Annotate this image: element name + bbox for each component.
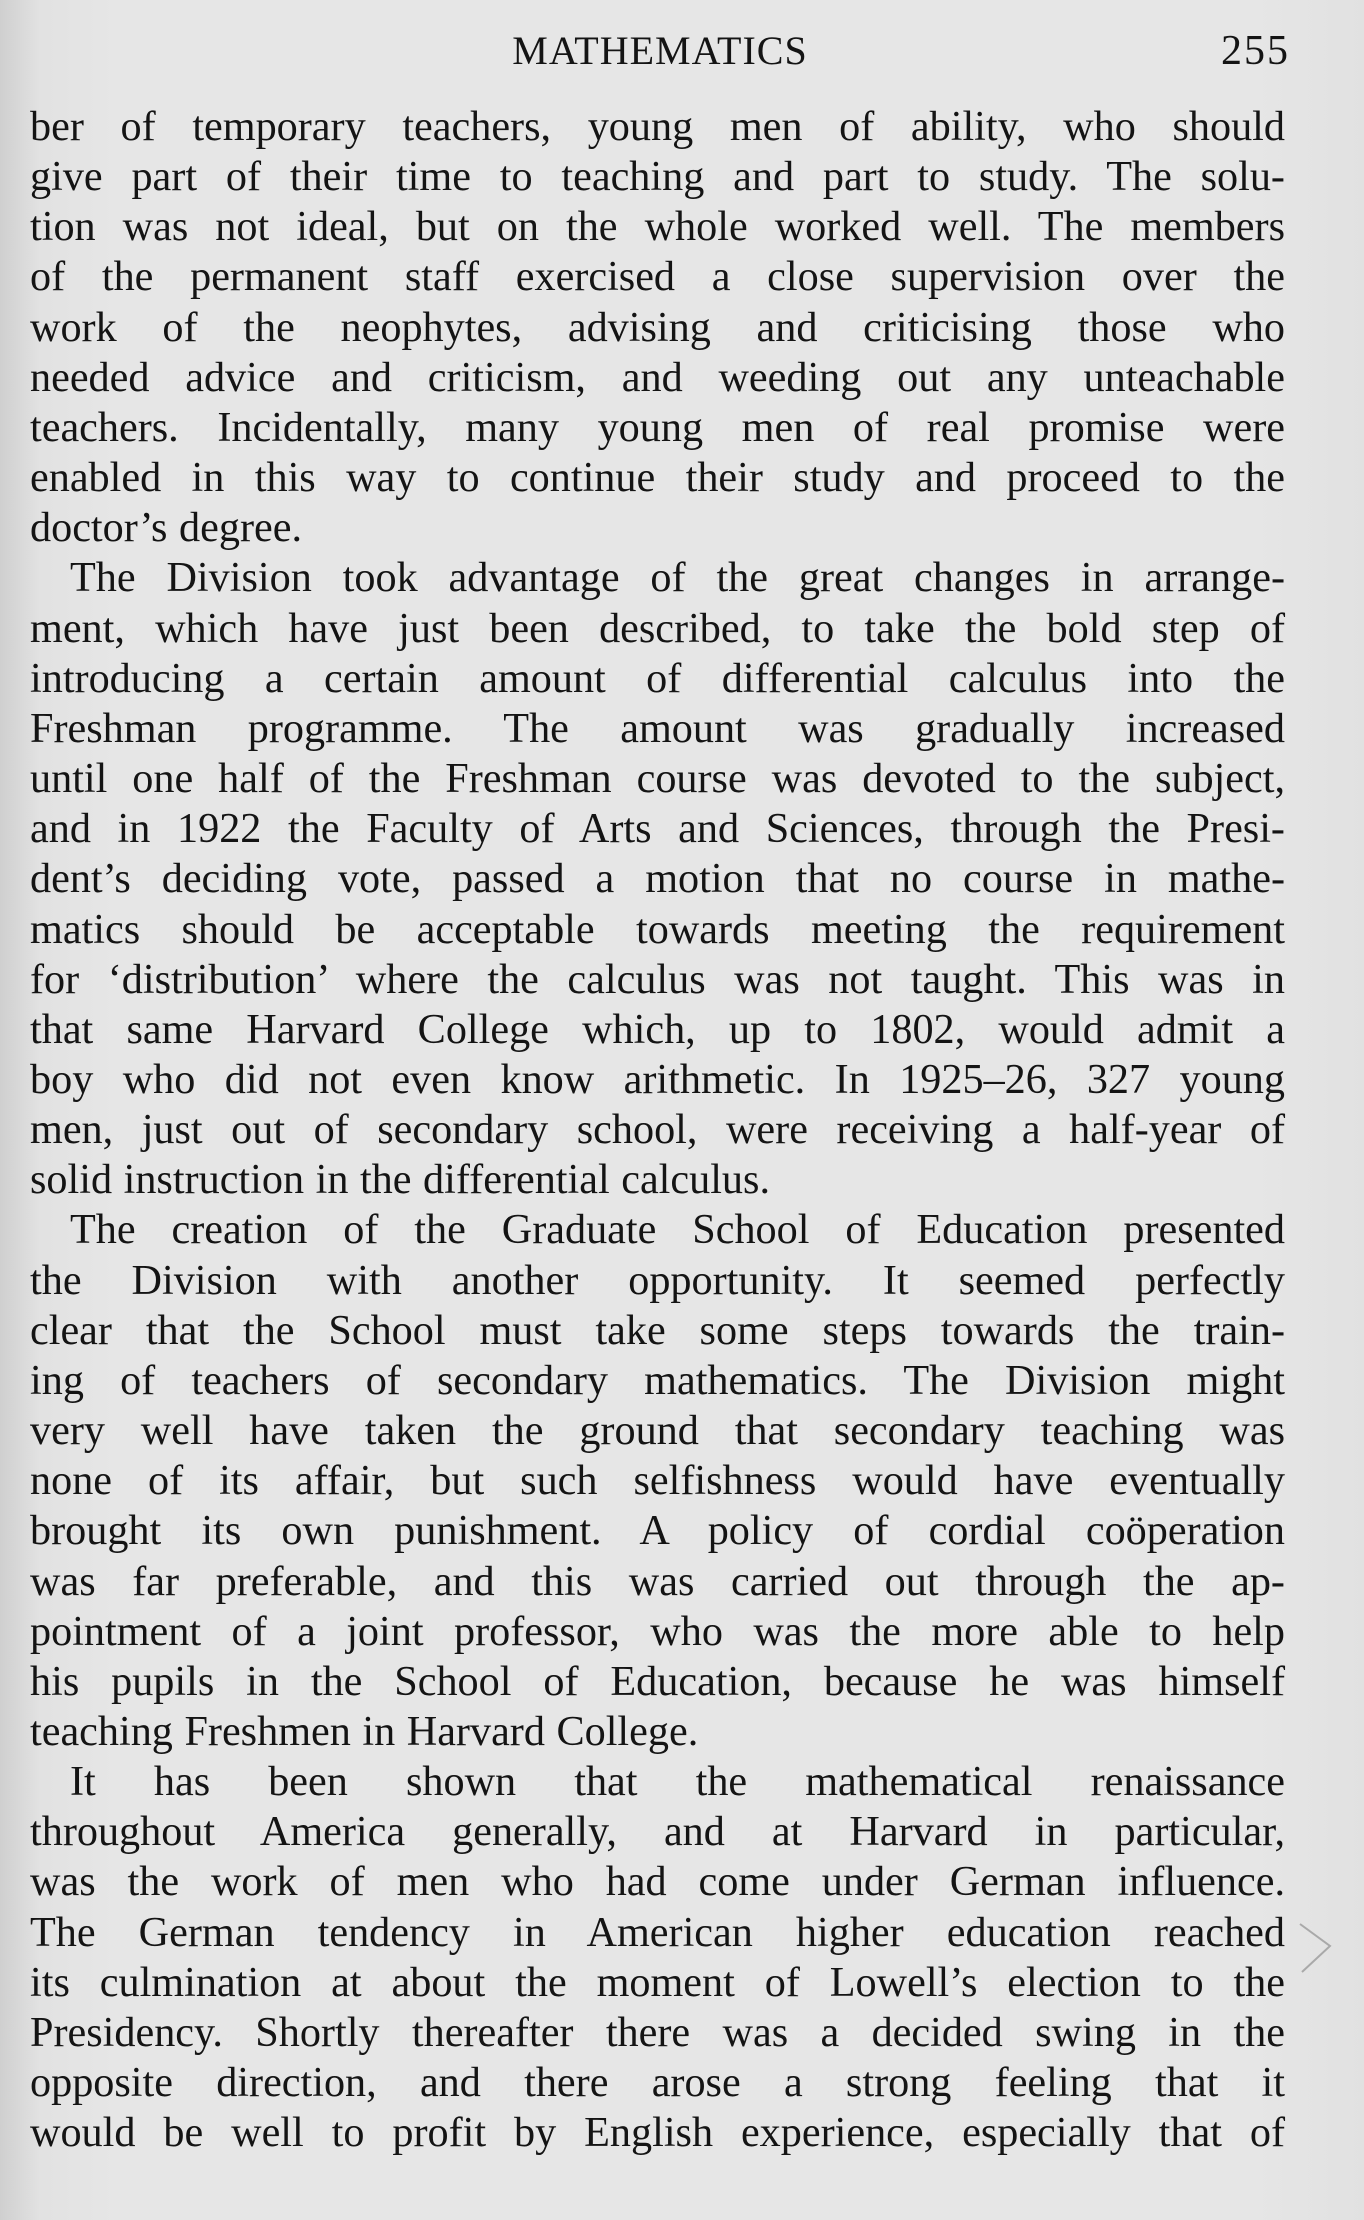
text-line: give part of their time to teaching and part to study. The solu- [30,153,1285,201]
text-line: enabled in this way to continue their study and proceed to the [30,454,1285,502]
text-line: none of its affair, but such selfishness would have eventually [30,1457,1285,1505]
text-line: dent’s deciding vote, passed a motion that no course in mathe- [30,855,1285,903]
text-line: ing of teachers of secondary mathematics. The Division might [30,1356,1285,1404]
text-line: boy who did not even know arithmetic. In 1925–26, 327 young [30,1055,1285,1103]
page-header [30,26,1290,76]
text-line: brought its own punishment. A policy of cordial coöperation [30,1507,1285,1555]
text-line: The German tendency in American higher education reached [30,1908,1285,1956]
text-line: Presidency. Shortly thereafter there was a decided swing in the [30,2008,1285,2056]
text-line: that same Harvard College which, up to 1802, would admit a [30,1005,1285,1053]
text-line: teachers. Incidentally, many young men of real promise were [30,403,1285,451]
text-line: the Division with another opportunity. It seemed perfectly [30,1256,1285,1304]
text-line: and in 1922 the Faculty of Arts and Sciences, through the Presi- [30,805,1285,853]
text-line: Freshman programme. The amount was gradually increased [30,704,1285,752]
text-line: throughout America generally, and at Harvard in particular, [30,1808,1285,1856]
text-line: ber of temporary teachers, young men of ability, who should [30,103,1285,150]
text-line: tion was not ideal, but on the whole worked well. The members [30,203,1285,251]
text-line: It has been shown that the mathematical renaissance [70,1758,1285,1806]
text-line: ment, which have just been described, to take the bold step of [30,604,1285,652]
text-line: its culmination at about the moment of Lowell’s election to the [30,1958,1285,2006]
text-line: for ‘distribution’ where the calculus was not taught. This was in [30,955,1285,1003]
text-line: matics should be acceptable towards meeting the requirement [30,905,1285,953]
margin-pencil-mark [1296,1918,1336,1978]
text-line: work of the neophytes, advising and criticising those who [30,303,1285,351]
text-line: would be well to profit by English experience, especially that of [30,2109,1285,2157]
text-line: solid instruction in the differential calculus. [30,1156,770,1204]
text-line: was far preferable, and this was carried out through the ap- [30,1557,1285,1605]
text-line: men, just out of secondary school, were receiving a half-year of [30,1106,1285,1154]
text-line: pointment of a joint professor, who was the more able to help [30,1607,1285,1655]
text-line: until one half of the Freshman course was devoted to the subject, [30,755,1285,803]
text-line: opposite direction, and there arose a strong feeling that it [30,2059,1285,2107]
text-line: his pupils in the School of Education, because he was himself [30,1657,1285,1705]
text-line: doctor’s degree. [30,504,302,552]
text-line: The creation of the Graduate School of Education presented [70,1206,1285,1254]
text-line: very well have taken the ground that secondary teaching was [30,1407,1285,1455]
text-line: needed advice and criticism, and weeding out any unteachable [30,353,1285,401]
text-line: clear that the School must take some steps towards the train- [30,1306,1285,1354]
text-line: of the permanent staff exercised a close supervision over the [30,253,1285,301]
page-number: 255 [1221,28,1290,74]
text-line: introducing a certain amount of differential calculus into the [30,654,1285,702]
text-line: was the work of men who had come under German influence. [30,1858,1285,1906]
running-head: MATHEMATICS [512,28,808,73]
text-line: teaching Freshmen in Harvard College. [30,1708,699,1755]
text-line: The Division took advantage of the great changes in arrange- [70,554,1285,602]
body-text [30,102,1285,2158]
